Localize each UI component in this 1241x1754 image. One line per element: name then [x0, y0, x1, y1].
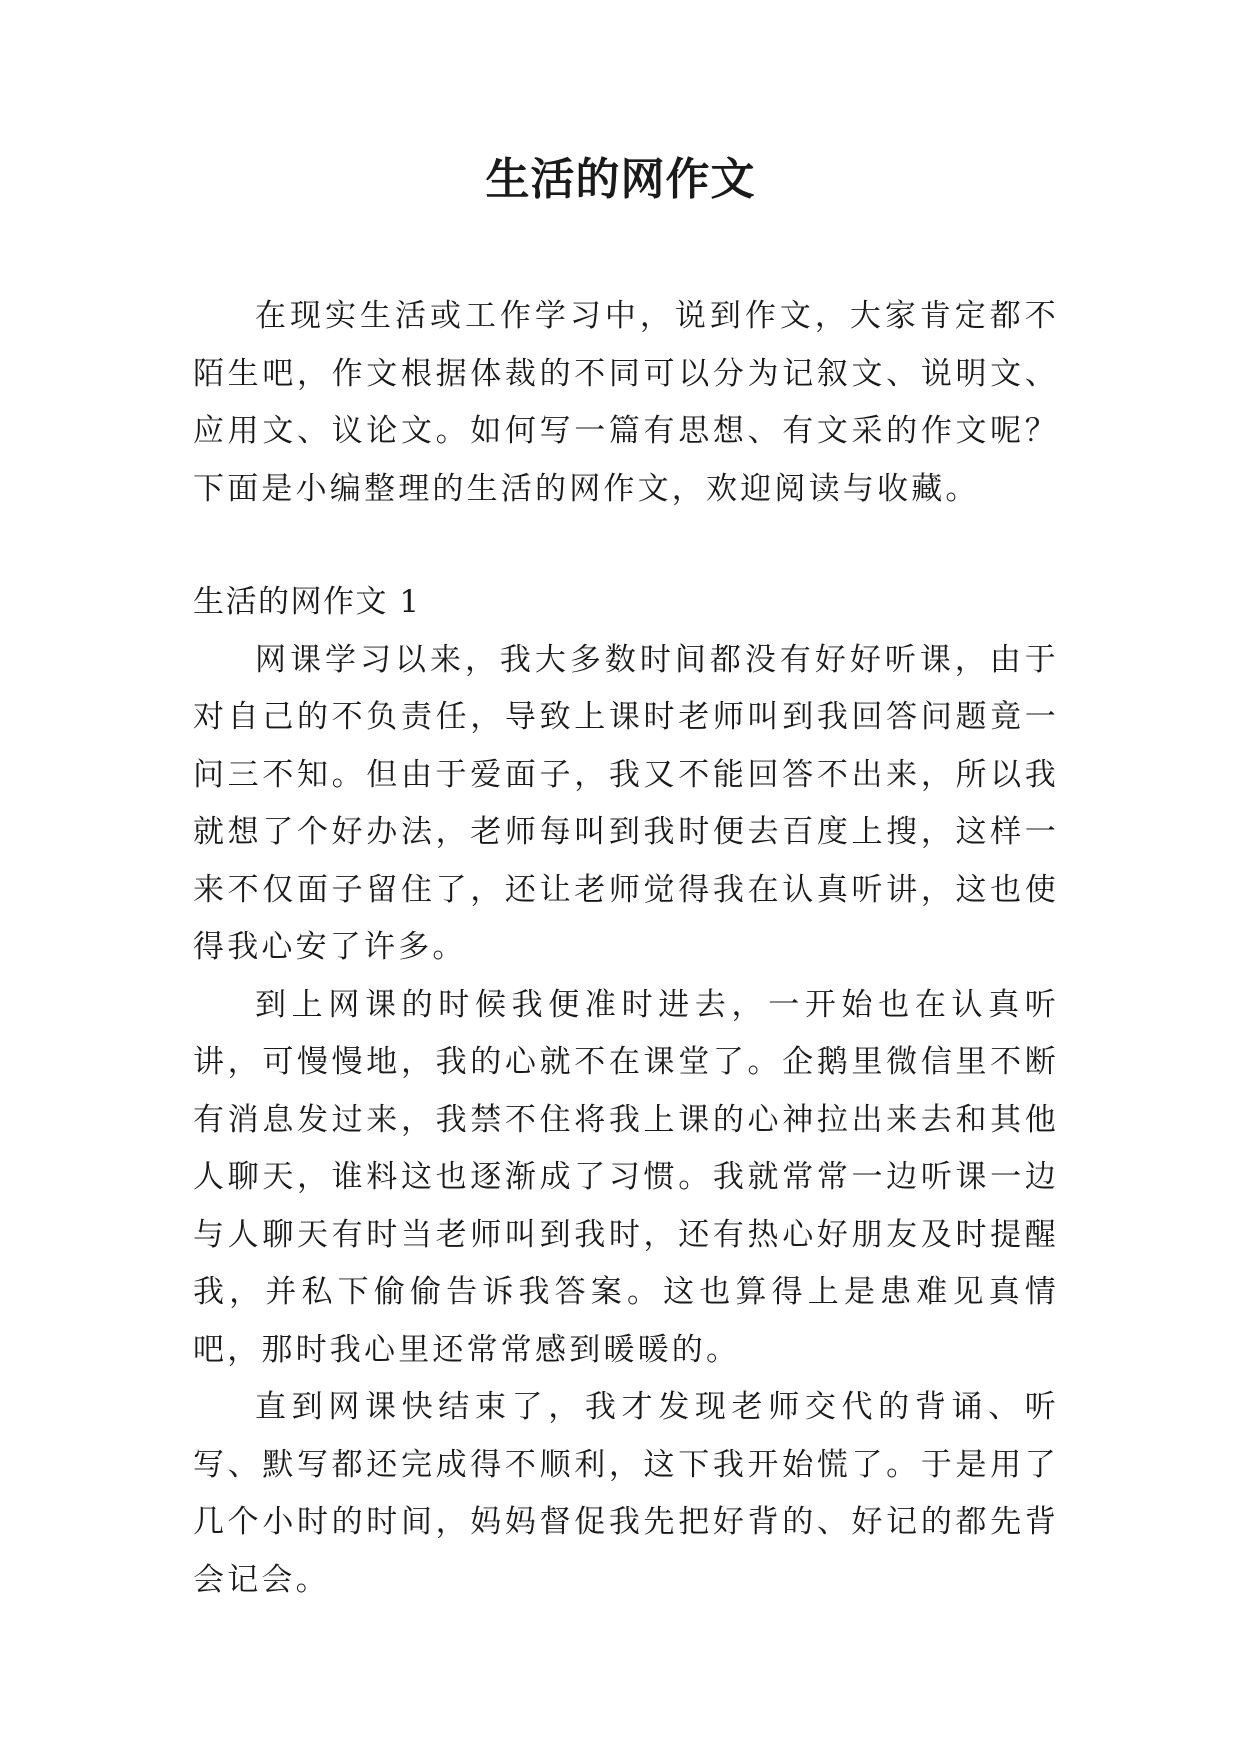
- intro-paragraph: 在现实生活或工作学习中，说到作文，大家肯定都不陌生吧，作文根据体裁的不同可以分为记叙文、说明文、应用文、议论文。如何写一篇有思想、有文采的作文呢？下面是小编整理的生活的网作文，欢迎阅读与收藏。: [193, 298, 1059, 507]
- body-paragraph-2: 到上网课的时候我便准时进去，一开始也在认真听讲，可慢慢地，我的心就不在课堂了。企鹅里微信里不断有消息发过来，我禁不住将我上课的心神拉出来去和其他人聊天，谁料这也逐渐成了习惯。我就常常一边听课一边与人聊天有时当老师叫到我时，还有热心好朋友及时提醒我，并私下偷偷告诉我答案。这也算得上是患难见真情吧，那时我心里还常常感到暖暖的。: [193, 986, 1059, 1368]
- section-heading: 生活的网作文 1: [193, 584, 421, 620]
- document-title: 生活的网作文: [485, 154, 756, 205]
- body-paragraph-3: 直到网课快结束了，我才发现老师交代的背诵、听写、默写都还完成得不顺利，这下我开始慌了。于是用了几个小时的时间，妈妈督促我先把好背的、好记的都先背会记会。: [193, 1389, 1059, 1598]
- section-spacer: [193, 518, 1059, 574]
- body-paragraph-1: 网课学习以来，我大多数时间都没有好好听课，由于对自己的不负责任，导致上课时老师叫到我回答问题竟一问三不知。但由于爱面子，我又不能回答不出来，所以我就想了个好办法，老师每叫到我时便去百度上搜，这样一来不仅面子留住了，还让老师觉得我在认真听讲，这也使得我心安了许多。: [193, 641, 1059, 965]
- document-body: [193, 288, 1059, 1609]
